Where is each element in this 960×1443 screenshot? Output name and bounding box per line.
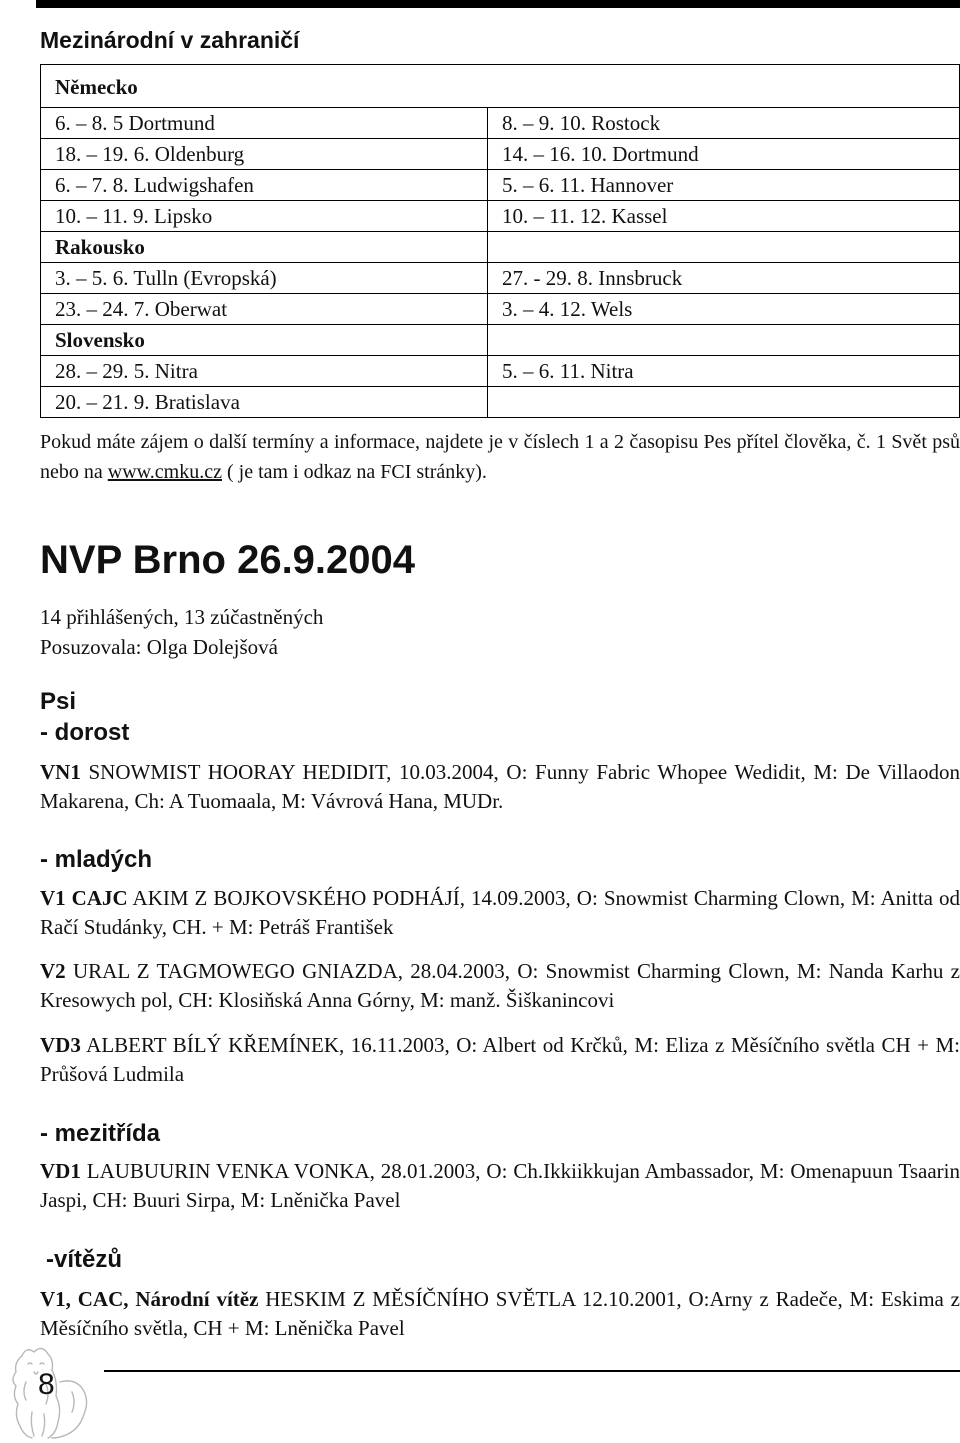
event-cell: 23. – 24. 7. Oberwat [41, 294, 488, 325]
psi-heading: Psi [40, 688, 77, 715]
class-heading-vitezu: -vítězů [46, 1246, 123, 1273]
entries-count: 14 přihlášených, 13 zúčastněných [40, 605, 324, 629]
note-text: Pokud máte zájem o další termíny a informace, najdete je v číslech 1 a 2 časopisu Pes přítel člověka, č. 1 Svět psů nebo na [40, 431, 960, 483]
table-row [41, 170, 960, 201]
class-heading-dorost: - dorost [40, 719, 130, 746]
table-row [41, 139, 960, 170]
country-name: Slovensko [41, 325, 488, 356]
award: VD3 [40, 1033, 81, 1057]
table-row [41, 294, 960, 325]
event-cell: 8. – 9. 10. Rostock [488, 108, 960, 139]
award: V1 CAJC [40, 886, 128, 910]
table-row [41, 65, 960, 108]
table-row [41, 356, 960, 387]
dog-entry [40, 758, 960, 816]
note-text-end: ( je tam i odkaz na FCI stránky). [221, 461, 487, 483]
footer-rule [104, 1370, 960, 1372]
info-note [40, 427, 960, 487]
event-cell: 5. – 6. 11. Hannover [488, 170, 960, 201]
dog-entry [40, 884, 960, 942]
country-name: Německo [41, 65, 960, 108]
event-cell: 28. – 29. 5. Nitra [41, 356, 488, 387]
dog-entry [40, 1157, 960, 1215]
table-row [41, 325, 960, 356]
event-cell: 3. – 4. 12. Wels [488, 294, 960, 325]
event-cell [488, 232, 960, 263]
event-cell: 10. – 11. 9. Lipsko [41, 201, 488, 232]
entry-text: LAUBUURIN VENKA VONKA, 28.01.2003, O: Ch.Ikkiikkujan Ambassador, M: Omenapuun Tsaarin Jaspi, CH: Buuri Sirpa, M: Lněnička Pavel [40, 1159, 960, 1212]
dog-entry [40, 957, 960, 1015]
event-cell: 14. – 16. 10. Dortmund [488, 139, 960, 170]
dog-entry [40, 1285, 960, 1343]
event-cell: 10. – 11. 12. Kassel [488, 201, 960, 232]
award: VD1 [40, 1159, 81, 1183]
country-name: Rakousko [41, 232, 488, 263]
entry-text: SNOWMIST HOORAY HEDIDIT, 10.03.2004, O: Funny Fabric Whopee Wedidit, M: De Villaodon Makarena, Ch: A Tuomaala, M: Vávrová Hana, MUDr. [40, 760, 960, 813]
event-cell: 5. – 6. 11. Nitra [488, 356, 960, 387]
award: V1, CAC, Národní vítěz [40, 1287, 259, 1311]
event-cell: 20. – 21. 9. Bratislava [41, 387, 488, 418]
class-heading-mezitrida: - mezitřída [40, 1120, 161, 1147]
show-title: NVP Brno 26.9.2004 [40, 538, 416, 582]
event-cell: 6. – 7. 8. Ludwigshafen [41, 170, 488, 201]
entry-text: AKIM Z BOJKOVSKÉHO PODHÁJÍ, 14.09.2003, O: Snowmist Charming Clown, M: Anitta od Račí Studánky, CH. + M: Petráš František [40, 886, 960, 939]
entry-text: URAL Z TAGMOWEGO GNIAZDA, 28.04.2003, O: Snowmist Charming Clown, M: Nanda Karhu z Kresowych pol, CH: Klosiňská Anna Górny, M: manž. Šiškanincovi [40, 959, 960, 1012]
cmku-link[interactable]: www.cmku.cz [107, 461, 222, 483]
table-row [41, 387, 960, 418]
judge: Posuzovala: Olga Dolejšová [40, 635, 278, 659]
table-row [41, 108, 960, 139]
event-cell: 18. – 19. 6. Oldenburg [41, 139, 488, 170]
event-cell [488, 387, 960, 418]
table-row [41, 232, 960, 263]
award: VN1 [40, 760, 81, 784]
entry-text: HESKIM Z MĚSÍČNÍHO SVĚTLA 12.10.2001, O:Arny z Radeče, M: Eskima z Měsíčního světla, CH + M: Lněnička Pavel [40, 1287, 960, 1340]
dog-entry [40, 1031, 960, 1089]
entry-text: ALBERT BÍLÝ KŘEMÍNEK, 16.11.2003, O: Albert od Krčků, M: Eliza z Měsíčního světla CH + M: Průšová Ludmila [40, 1033, 960, 1086]
events-table [40, 64, 960, 418]
event-cell: 6. – 8. 5 Dortmund [41, 108, 488, 139]
event-cell: 3. – 5. 6. Tulln (Evropská) [41, 263, 488, 294]
award: V2 [40, 959, 66, 983]
table-row [41, 201, 960, 232]
top-rule [36, 0, 960, 8]
show-info [40, 602, 323, 662]
section-title: Mezinárodní v zahraničí [40, 27, 300, 53]
class-heading-mladych: - mladých [40, 846, 153, 873]
event-cell [488, 325, 960, 356]
page-number: 8 [38, 1368, 55, 1401]
event-cell: 27. - 29. 8. Innsbruck [488, 263, 960, 294]
table-row [41, 263, 960, 294]
